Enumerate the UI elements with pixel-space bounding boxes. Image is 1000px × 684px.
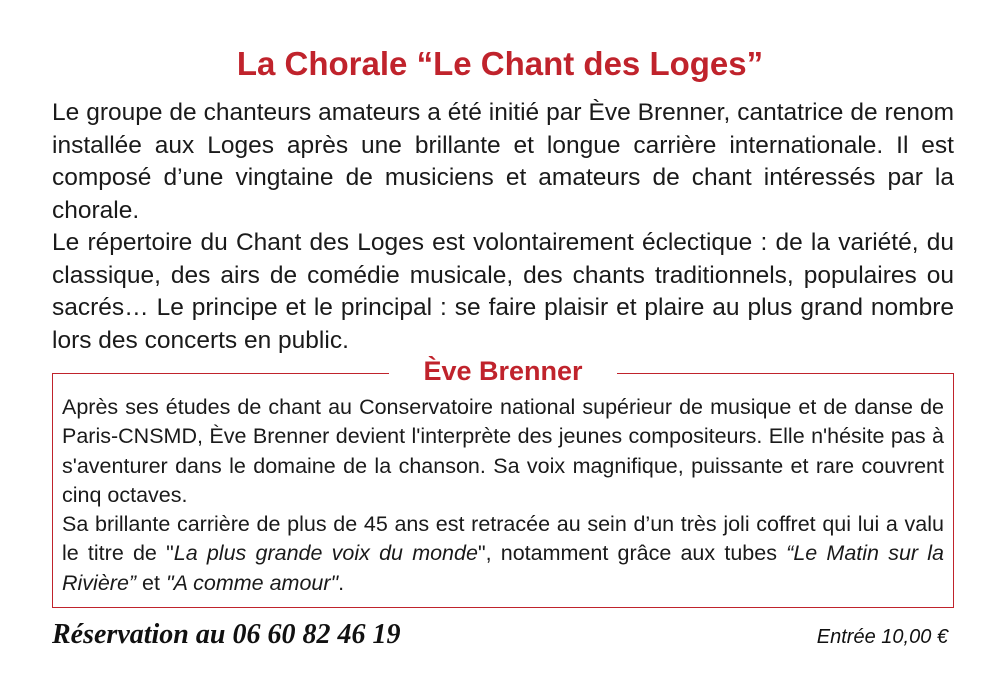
tube-1: “Le Matin sur la Rivière” [62,541,945,595]
page-title: La Chorale “Le Chant des Loges” [236,45,764,82]
reservation-phone: Réservation au 06 60 82 46 19 [52,619,401,650]
tube-2: "A comme amour" [165,570,339,595]
bio-heading-wrapper [0,352,1000,390]
bio-paragraph-2 [62,510,944,598]
bio-paragraph-2-part-c: et [136,570,166,595]
bio-paragraph-2-end: . [338,570,345,595]
bio-text [62,393,944,598]
entry-price: Entrée 10,00 € [816,626,948,648]
album-title: La plus grande voix du monde [173,541,478,566]
bio-paragraph-1: Après ses études de chant au Conservatoire national supérieur de musique et de danse de Paris-CNSMD, Ève Brenner devient l'interprète des jeunes compositeurs. Elle n'hésite pas à s'aventurer dans le domaine de la chanson. Sa voix magnifique, puissante et rare couvrent cinq octaves. [62,395,944,507]
bio-paragraph-2-part-b: ", notamment grâce aux tubes [477,541,787,566]
bio-heading: Ève Brenner [389,352,616,390]
intro-paragraph-1: Le groupe de chanteurs amateurs a été initié par Ève Brenner, cantatrice de renom installée aux Loges après une brillante et longue carrière internationale. Il est composé d’une vingtaine de musiciens et amateurs de chant intéressés par la chorale. [52,99,954,224]
bio-paragraph-2-part-a: Sa brillante carrière de plus de 45 ans est retracée au sein d’un très joli coffret qui lui a valu le titre de " [62,512,944,566]
intro-paragraph-2: Le répertoire du Chant des Loges est volontairement éclectique : de la variété, du classique, des airs de comédie musicale, des chants traditionnels, populaires ou sacrés… Le principe et le principal : se faire plaisir et plaire au plus grand nombre lors des concerts en public. [52,229,954,354]
intro-text [52,97,954,357]
